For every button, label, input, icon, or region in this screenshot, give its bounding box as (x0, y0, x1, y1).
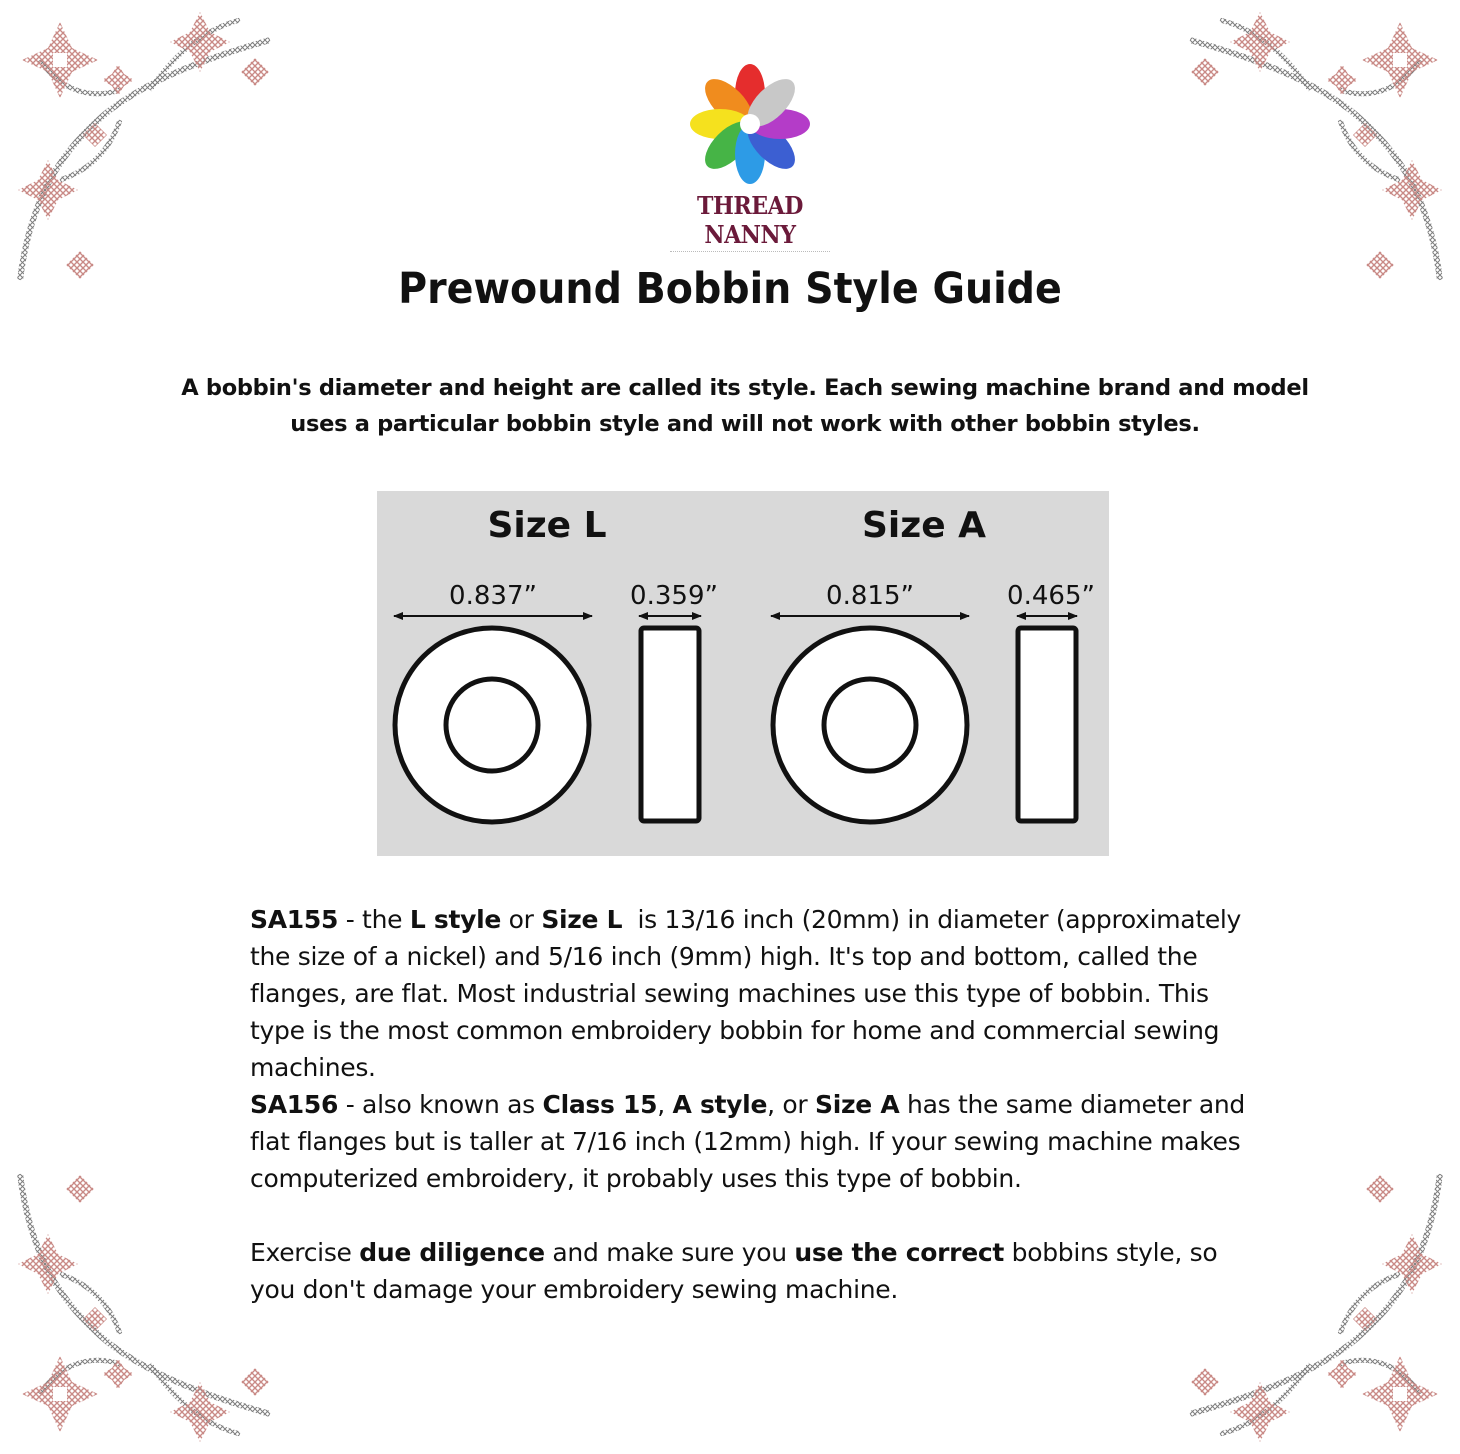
text-span: - the (338, 905, 410, 934)
intro-text: A bobbin's diameter and height are called its style. Each sewing machine brand and model uses a particular bobbin style and will not work with other bobbin styles. (181, 375, 1309, 437)
size-a-height-label: 0.465” (1007, 581, 1095, 611)
emphasis-text: L style (409, 905, 502, 934)
size-a-bobbin-top-view (773, 628, 967, 822)
brand-name: THREAD NANNY (696, 191, 804, 249)
text-span: is 13/16 inch (20mm) in diameter (approximately the size of a nickel) and 5/16 inch (9mm) high. It's top and bottom, called the flanges, are flat. Most industrial sewing machines use this type of bobbin. This type is the most common embroidery bobbin for home and commercial sewing machines. (250, 905, 1249, 1082)
text-span: , (657, 1090, 673, 1119)
embroidery-corner-decoration (0, 0, 300, 300)
text-span: Exercise (250, 1238, 360, 1267)
sa155-code: SA155 (250, 905, 339, 934)
emphasis-text: A style (672, 1090, 768, 1119)
sa156-code: SA156 (250, 1090, 339, 1119)
emphasis-text: use the correct (794, 1238, 1005, 1267)
text-span: - also known as (338, 1090, 543, 1119)
emphasis-text: Class 15 (542, 1090, 658, 1119)
sa155-paragraph (250, 901, 1260, 1086)
flower-logo-icon (685, 62, 815, 187)
size-l-diameter-label: 0.837” (449, 581, 537, 611)
page-title: Prewound Bobbin Style Guide (398, 264, 1062, 314)
sa156-paragraph (250, 1086, 1260, 1197)
brand-logo (650, 62, 850, 252)
size-l-bobbin-side-view (641, 628, 699, 821)
brand-underline (670, 251, 830, 252)
text-span: bobbins style, so you don't damage your embroidery sewing machine. (250, 1238, 1218, 1304)
text-span: has the same diameter and flat flanges but is taller at 7/16 inch (12mm) high. If your sewing machine makes computerized embroidery, it probably uses this type of bobbin. (250, 1090, 1245, 1193)
size-a-bobbin-side-view (1018, 628, 1076, 821)
bobbin-diagram (377, 491, 1109, 856)
size-a-label: Size A (861, 505, 987, 546)
text-span: , or (767, 1090, 816, 1119)
emphasis-text: Size L (541, 905, 623, 934)
embroidery-corner-decoration (1160, 0, 1460, 300)
emphasis-text: due diligence (359, 1238, 545, 1267)
advice-paragraph (250, 1234, 1260, 1308)
emphasis-text: Size A (815, 1090, 900, 1119)
size-a-diameter-label: 0.815” (826, 581, 914, 611)
size-l-height-label: 0.359” (630, 581, 718, 611)
text-span: or (501, 905, 542, 934)
text-span: and make sure you (544, 1238, 795, 1267)
size-l-bobbin-top-view (395, 628, 589, 822)
size-l-label: Size L (487, 505, 607, 546)
